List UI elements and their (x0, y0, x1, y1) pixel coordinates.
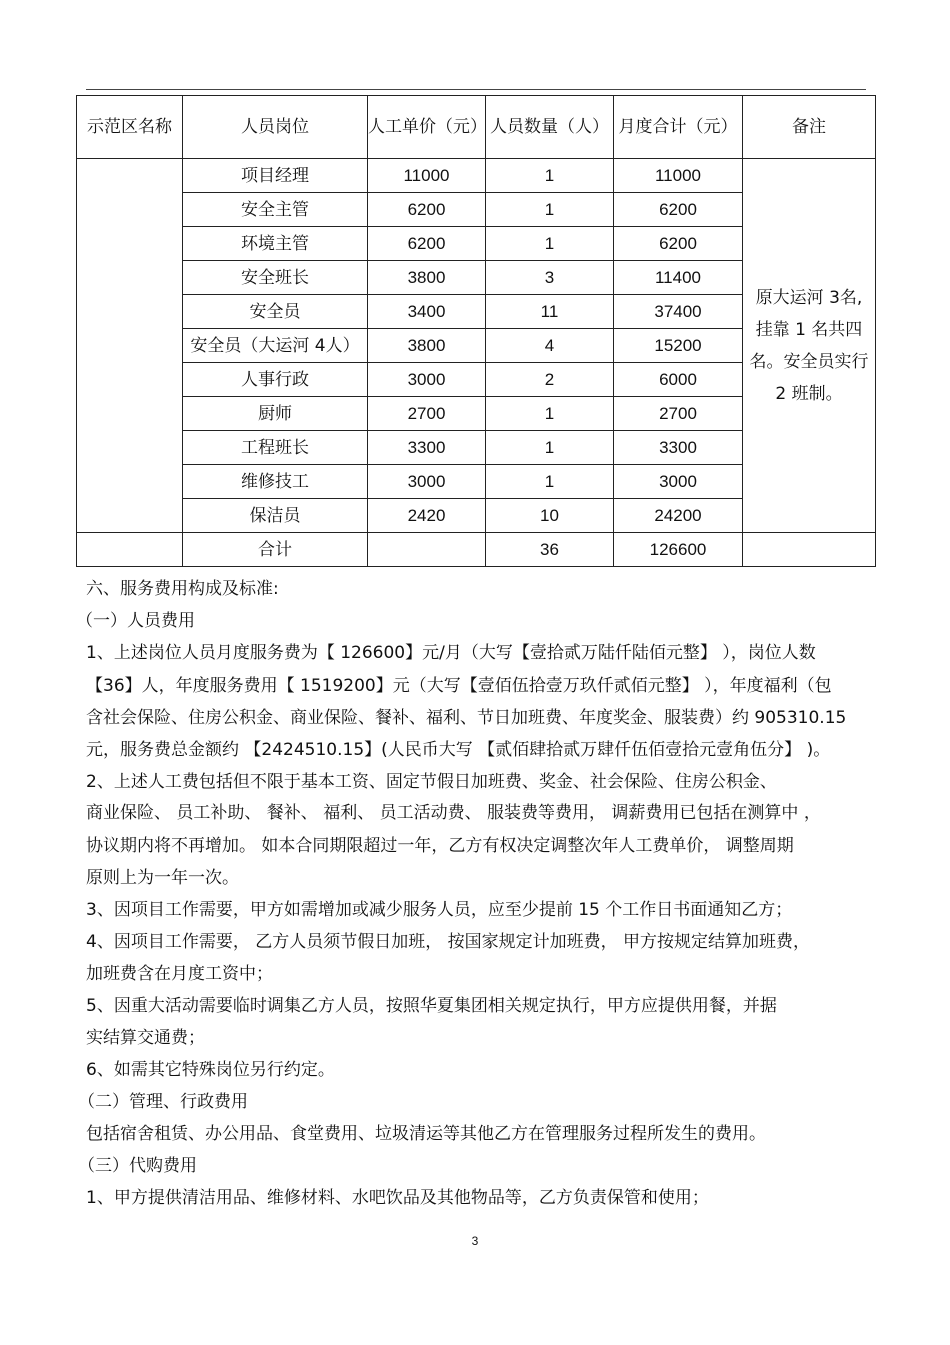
subsection-heading: （一）人员费用 (76, 611, 195, 631)
header-position: 人员岗位 (183, 96, 368, 159)
paragraph-line: 含社会保险、住房公积金、商业保险、餐补、福利、节日加班费、年度奖金、服装费）约 905310.15 (86, 708, 847, 728)
total-empty-cell (77, 533, 183, 567)
remarks-cell: 原大运河 3名, 挂靠 1 名共四名。安全员实行 2 班制。 (743, 159, 876, 533)
unit-price-cell: 6200 (368, 193, 486, 227)
position-cell: 人事行政 (183, 363, 368, 397)
position-cell: 安全班长 (183, 261, 368, 295)
paragraph-line: 4、因项目工作需要， 乙方人员须节假日加班， 按国家规定计加班费， 甲方按规定结算加班费， (86, 932, 811, 952)
paragraph-line: 5、因重大活动需要临时调集乙方人员，按照华夏集团相关规定执行，甲方应提供用餐，并据 (86, 996, 777, 1016)
unit-price-cell: 2420 (368, 499, 486, 533)
count-cell: 1 (486, 227, 614, 261)
total-count-cell: 36 (486, 533, 614, 567)
header-count: 人员数量（人） (486, 96, 614, 159)
monthly-cell: 3300 (614, 431, 743, 465)
monthly-cell: 37400 (614, 295, 743, 329)
unit-price-cell: 3800 (368, 261, 486, 295)
monthly-cell: 11000 (614, 159, 743, 193)
total-monthly-cell: 126600 (614, 533, 743, 567)
count-cell: 1 (486, 397, 614, 431)
header-monthly-total: 月度合计（元） (614, 96, 743, 159)
total-empty-cell (368, 533, 486, 567)
paragraph-line: 1、上述岗位人员月度服务费为【 126600】元/月（大写【壹拾贰万陆仟陆佰元整】 ），岗位人数 (86, 643, 816, 663)
monthly-cell: 3000 (614, 465, 743, 499)
total-empty-cell (743, 533, 876, 567)
paragraph-line: 【36】人，年度服务费用【 1519200】元（大写【壹佰伍拾壹万玖仟贰佰元整】 ），年度福利（包 (86, 676, 832, 696)
position-cell: 项目经理 (183, 159, 368, 193)
paragraph-line: 协议期内将不再增加。 如本合同期限超过一年，乙方有权决定调整次年人工费单价， 调整周期 (86, 836, 794, 856)
position-cell: 安全主管 (183, 193, 368, 227)
paragraph-line: 商业保险、 员工补助、 餐补、 福利、 员工活动费、 服装费等费用， 调薪费用已包括在测算中 ， (86, 803, 821, 823)
paragraph-line: 1、甲方提供清洁用品、维修材料、水吧饮品及其他物品等，乙方负责保管和使用； (86, 1188, 709, 1208)
count-cell: 2 (486, 363, 614, 397)
subsection-heading: （三）代购费用 (78, 1156, 197, 1176)
unit-price-cell: 2700 (368, 397, 486, 431)
header-remarks: 备注 (743, 96, 876, 159)
paragraph-line: 包括宿舍租赁、办公用品、食堂费用、垃圾清运等其他乙方在管理服务过程所发生的费用。 (86, 1124, 766, 1144)
position-cell: 工程班长 (183, 431, 368, 465)
header-unit-price: 人工单价（元） (368, 96, 486, 159)
position-cell: 环境主管 (183, 227, 368, 261)
table-row (77, 159, 876, 193)
page-number: 3 (471, 1234, 479, 1248)
unit-price-cell: 3000 (368, 465, 486, 499)
unit-price-cell: 3300 (368, 431, 486, 465)
position-cell: 维修技工 (183, 465, 368, 499)
monthly-cell: 6000 (614, 363, 743, 397)
table-total-row (77, 533, 876, 567)
count-cell: 1 (486, 193, 614, 227)
unit-price-cell: 11000 (368, 159, 486, 193)
total-label-cell: 合计 (183, 533, 368, 567)
unit-price-cell: 3400 (368, 295, 486, 329)
section-heading: 六、服务费用构成及标准: (86, 579, 279, 599)
count-cell: 1 (486, 465, 614, 499)
paragraph-line: 3、因项目工作需要，甲方如需增加或减少服务人员，应至少提前 15 个工作日书面通知乙方； (86, 900, 793, 920)
subsection-heading: （二）管理、行政费用 (78, 1092, 248, 1112)
unit-price-cell: 3800 (368, 329, 486, 363)
position-cell: 安全员 (183, 295, 368, 329)
position-cell: 保洁员 (183, 499, 368, 533)
paragraph-line: 元，服务费总金额约 【2424510.15】(人民币大写 【贰佰肆拾贰万肆仟伍佰壹拾元壹角伍分】 )。 (86, 740, 831, 760)
count-cell: 1 (486, 159, 614, 193)
unit-price-cell: 6200 (368, 227, 486, 261)
count-cell: 1 (486, 431, 614, 465)
paragraph-line: 加班费含在月度工资中； (86, 964, 273, 984)
paragraph-line: 6、如需其它特殊岗位另行约定。 (86, 1060, 335, 1080)
position-cell: 厨师 (183, 397, 368, 431)
header-rule (86, 89, 866, 90)
count-cell: 10 (486, 499, 614, 533)
staffing-table (76, 95, 876, 567)
count-cell: 11 (486, 295, 614, 329)
monthly-cell: 24200 (614, 499, 743, 533)
position-cell: 安全员（大运河 4人） (183, 329, 368, 363)
paragraph-line: 2、上述人工费包括但不限于基本工资、固定节假日加班费、奖金、社会保险、住房公积金、 (86, 772, 777, 792)
monthly-cell: 15200 (614, 329, 743, 363)
table-header-row (77, 96, 876, 159)
header-demo-zone: 示范区名称 (77, 96, 183, 159)
monthly-cell: 2700 (614, 397, 743, 431)
paragraph-line: 原则上为一年一次。 (86, 868, 239, 888)
unit-price-cell: 3000 (368, 363, 486, 397)
demo-zone-cell (77, 159, 183, 533)
count-cell: 4 (486, 329, 614, 363)
count-cell: 3 (486, 261, 614, 295)
monthly-cell: 11400 (614, 261, 743, 295)
monthly-cell: 6200 (614, 227, 743, 261)
paragraph-line: 实结算交通费； (86, 1028, 205, 1048)
monthly-cell: 6200 (614, 193, 743, 227)
